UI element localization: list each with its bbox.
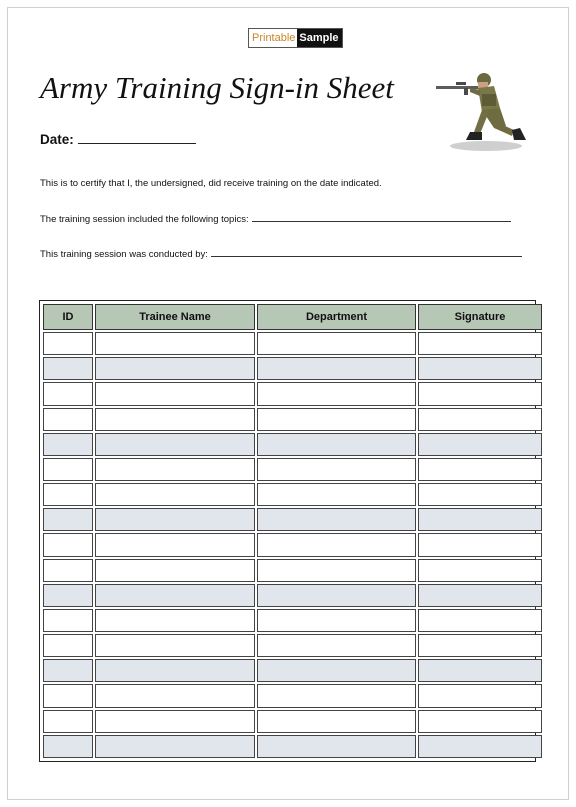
department-cell[interactable] [257, 357, 416, 380]
id-cell[interactable] [43, 659, 93, 682]
table-row [43, 559, 542, 582]
conducted-input-line[interactable] [211, 248, 522, 257]
table-row [43, 710, 542, 733]
trainee-name-cell[interactable] [95, 357, 255, 380]
trainee-name-cell[interactable] [95, 382, 255, 405]
department-cell[interactable] [257, 559, 416, 582]
department-cell[interactable] [257, 408, 416, 431]
table-row [43, 458, 542, 481]
logo-text-printable: Printable [249, 29, 297, 47]
id-cell[interactable] [43, 357, 93, 380]
department-cell[interactable] [257, 533, 416, 556]
table-row [43, 609, 542, 632]
signature-cell[interactable] [418, 433, 542, 456]
signature-cell[interactable] [418, 710, 542, 733]
trainee-name-cell[interactable] [95, 332, 255, 355]
logo-text-sample: Sample [297, 29, 341, 47]
trainee-name-cell[interactable] [95, 508, 255, 531]
page-title: Army Training Sign-in Sheet [40, 70, 394, 105]
signature-cell[interactable] [418, 584, 542, 607]
signature-cell[interactable] [418, 508, 542, 531]
id-cell[interactable] [43, 710, 93, 733]
id-cell[interactable] [43, 559, 93, 582]
id-cell[interactable] [43, 433, 93, 456]
trainee-name-cell[interactable] [95, 659, 255, 682]
printable-sample-logo[interactable] [248, 28, 343, 48]
id-cell[interactable] [43, 584, 93, 607]
department-cell[interactable] [257, 684, 416, 707]
id-cell[interactable] [43, 508, 93, 531]
date-field [40, 132, 196, 147]
trainee-name-cell[interactable] [95, 609, 255, 632]
table-row [43, 508, 542, 531]
table-row [43, 408, 542, 431]
department-cell[interactable] [257, 584, 416, 607]
trainee-name-cell[interactable] [95, 710, 255, 733]
signature-cell[interactable] [418, 609, 542, 632]
trainee-name-cell[interactable] [95, 408, 255, 431]
id-cell[interactable] [43, 735, 93, 758]
signature-cell[interactable] [418, 735, 542, 758]
signature-cell[interactable] [418, 634, 542, 657]
trainee-name-cell[interactable] [95, 735, 255, 758]
signature-cell[interactable] [418, 357, 542, 380]
department-cell[interactable] [257, 332, 416, 355]
signature-cell[interactable] [418, 483, 542, 506]
conducted-row [40, 248, 522, 260]
table-row [43, 684, 542, 707]
department-cell[interactable] [257, 458, 416, 481]
header-department: Department [257, 304, 416, 330]
department-cell[interactable] [257, 659, 416, 682]
sign-in-table [39, 300, 536, 762]
trainee-name-cell[interactable] [95, 559, 255, 582]
trainee-name-cell[interactable] [95, 584, 255, 607]
id-cell[interactable] [43, 684, 93, 707]
table-row [43, 357, 542, 380]
id-cell[interactable] [43, 408, 93, 431]
table-row [43, 483, 542, 506]
table-row [43, 634, 542, 657]
id-cell[interactable] [43, 458, 93, 481]
trainee-name-cell[interactable] [95, 458, 255, 481]
date-input-line[interactable] [78, 132, 196, 144]
department-cell[interactable] [257, 508, 416, 531]
topics-row [40, 213, 511, 225]
conducted-label: This training session was conducted by: [40, 249, 208, 260]
department-cell[interactable] [257, 433, 416, 456]
signature-cell[interactable] [418, 382, 542, 405]
signature-cell[interactable] [418, 332, 542, 355]
signature-cell[interactable] [418, 408, 542, 431]
department-cell[interactable] [257, 382, 416, 405]
table-row [43, 533, 542, 556]
trainee-name-cell[interactable] [95, 433, 255, 456]
table-row [43, 332, 542, 355]
trainee-name-cell[interactable] [95, 634, 255, 657]
table-row [43, 433, 542, 456]
id-cell[interactable] [43, 483, 93, 506]
department-cell[interactable] [257, 483, 416, 506]
id-cell[interactable] [43, 332, 93, 355]
signature-cell[interactable] [418, 458, 542, 481]
header-trainee-name: Trainee Name [95, 304, 255, 330]
table-row [43, 584, 542, 607]
table-row [43, 659, 542, 682]
signature-cell[interactable] [418, 659, 542, 682]
department-cell[interactable] [257, 609, 416, 632]
signature-cell[interactable] [418, 559, 542, 582]
department-cell[interactable] [257, 735, 416, 758]
date-label: Date: [40, 132, 74, 147]
signature-cell[interactable] [418, 533, 542, 556]
signature-cell[interactable] [418, 684, 542, 707]
id-cell[interactable] [43, 634, 93, 657]
header-signature: Signature [418, 304, 542, 330]
trainee-name-cell[interactable] [95, 684, 255, 707]
department-cell[interactable] [257, 634, 416, 657]
id-cell[interactable] [43, 382, 93, 405]
trainee-name-cell[interactable] [95, 533, 255, 556]
topics-input-line[interactable] [252, 213, 511, 222]
table-row [43, 735, 542, 758]
id-cell[interactable] [43, 609, 93, 632]
header-id: ID [43, 304, 93, 330]
id-cell[interactable] [43, 533, 93, 556]
table-row [43, 382, 542, 405]
topics-label: The training session included the following topics: [40, 214, 249, 225]
certify-statement: This is to certify that I, the undersigned, did receive training on the date indicated. [40, 178, 382, 189]
trainee-name-cell[interactable] [95, 483, 255, 506]
department-cell[interactable] [257, 710, 416, 733]
soldier-icon [434, 70, 532, 154]
